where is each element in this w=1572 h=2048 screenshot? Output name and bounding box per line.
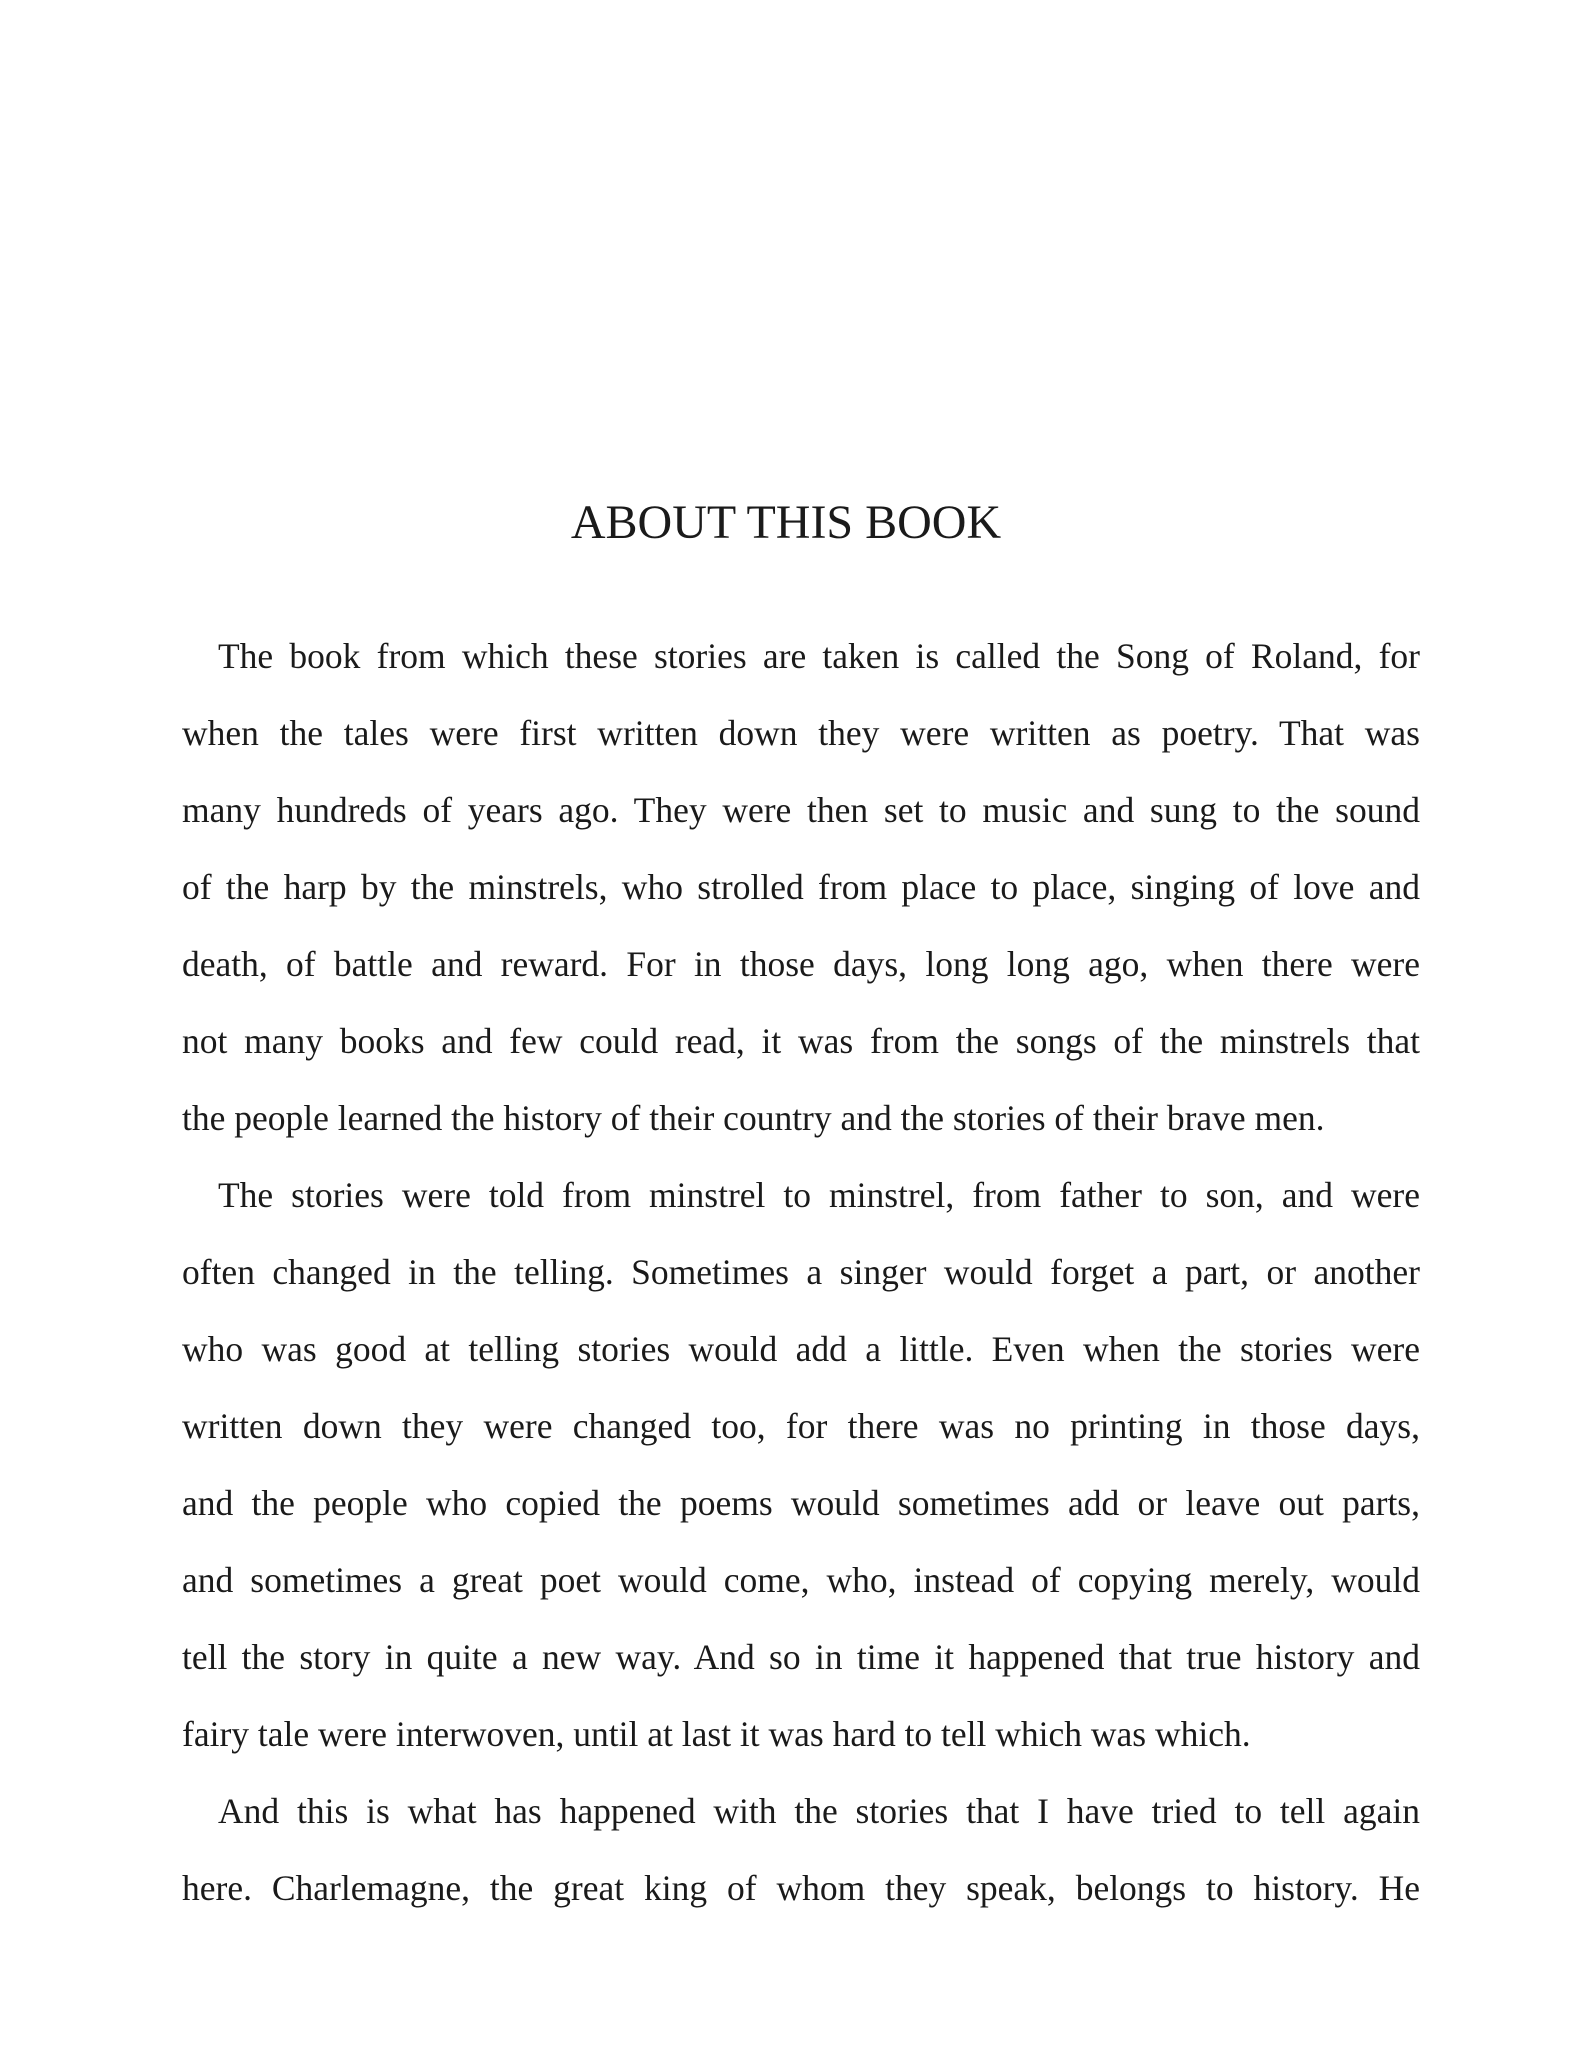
text-line: who was good at telling stories would add a little. Even when the stories were bbox=[182, 1329, 1420, 1369]
text-line: The stories were told from minstrel to minstrel, from father to son, and were bbox=[218, 1175, 1420, 1215]
text-line: of the harp by the minstrels, who strolled from place to place, singing of love and bbox=[182, 867, 1420, 907]
text-line: the people learned the history of their country and the stories of their brave men. bbox=[182, 1098, 1325, 1138]
text-line: And this is what has happened with the stories that I have tried to tell again bbox=[218, 1791, 1420, 1831]
text-line: not many books and few could read, it was from the songs of the minstrels that bbox=[182, 1021, 1420, 1061]
text-line: tell the story in quite a new way. And so in time it happened that true history and bbox=[182, 1637, 1420, 1677]
text-line: often changed in the telling. Sometimes a singer would forget a part, or another bbox=[182, 1252, 1420, 1292]
text-line: when the tales were first written down they were written as poetry. That was bbox=[182, 713, 1420, 753]
text-line: death, of battle and reward. For in those days, long long ago, when there were bbox=[182, 944, 1420, 984]
text-line: The book from which these stories are taken is called the Song of Roland, for bbox=[218, 636, 1420, 676]
text-line: written down they were changed too, for there was no printing in those days, bbox=[182, 1406, 1420, 1446]
text-line: here. Charlemagne, the great king of whom they speak, belongs to history. He bbox=[182, 1868, 1420, 1908]
body-text bbox=[182, 618, 1420, 1927]
page-title: ABOUT THIS BOOK bbox=[570, 496, 1002, 549]
text-line: and sometimes a great poet would come, who, instead of copying merely, would bbox=[182, 1560, 1420, 1600]
text-line: many hundreds of years ago. They were then set to music and sung to the sound bbox=[182, 790, 1420, 830]
text-line: fairy tale were interwoven, until at last it was hard to tell which was which. bbox=[182, 1714, 1251, 1754]
text-line: and the people who copied the poems would sometimes add or leave out parts, bbox=[182, 1483, 1420, 1523]
